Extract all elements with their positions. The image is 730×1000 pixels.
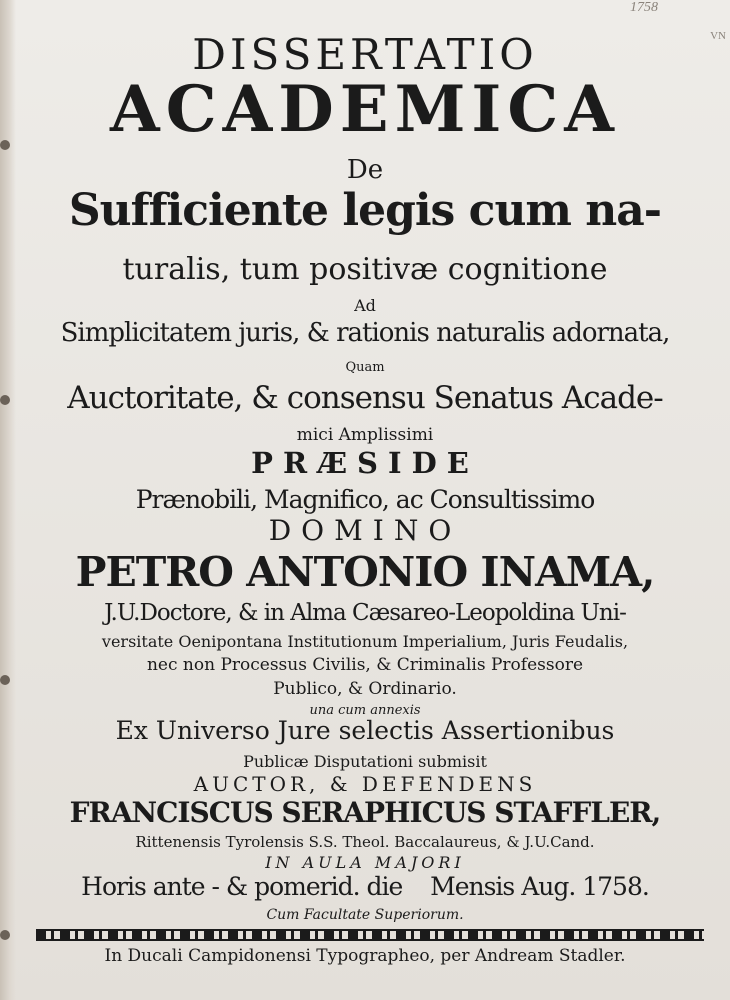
disputation-line: Publicæ Disputationi submisit	[243, 752, 487, 771]
title-dissertatio: DISSERTATIO	[192, 30, 538, 79]
imprint: In Ducali Campidonensi Typographeo, per Andream Stadler.	[104, 946, 626, 966]
in-aula-majori: IN AULA MAJORI	[265, 853, 465, 872]
ornament-band	[36, 929, 704, 941]
praeses-faculty-3: Publico, & Ordinario.	[273, 679, 457, 699]
subject-line-3: Simplicitatem juris, & rationis naturalis adornata,	[60, 318, 670, 348]
line-ad: Ad	[354, 296, 376, 315]
praeses-name: PETRO ANTONIO INAMA,	[75, 548, 655, 596]
praeside: PRÆSIDE	[251, 446, 479, 480]
praeses-faculty-1: versitate Oenipontana Institutionum Imperialium, Juris Feudalis,	[101, 632, 629, 651]
praeses-faculty-2: nec non Processus Civilis, & Criminalis Professore	[146, 655, 584, 675]
cum-facultate: Cum Facultate Superiorum.	[266, 907, 464, 923]
handwritten-note: 1758	[630, 0, 658, 15]
subject-line-1: Sufficiente legis cum na-	[68, 185, 662, 236]
domino: DOMINO	[268, 514, 462, 547]
defendant-name: FRANCISCUS SERAPHICUS STAFFLER,	[69, 796, 661, 829]
date-line: Horis ante - & pomerid. die Mensis Aug. 1758.	[81, 872, 649, 901]
subject-line-2: turalis, tum positivæ cognitione	[122, 252, 608, 287]
auctor-defendens: AUCTOR, & DEFENDENS	[193, 772, 537, 796]
defendant-titles: Rittenensis Tyrolensis S.S. Theol. Baccalaureus, & J.U.Cand.	[135, 833, 595, 851]
printers-ornament-rule	[36, 928, 704, 942]
praeses-degree: J.U.Doctore, & in Alma Cæsareo-Leopoldina Uni-	[104, 600, 626, 626]
authority-line-2: mici Amplissimi	[296, 425, 434, 445]
title-academica: ACADEMICA	[110, 72, 620, 147]
authority-line-1: Auctoritate, & consensu Senatus Acade-	[67, 380, 663, 416]
line-de: De	[346, 155, 384, 185]
una-cum-annexis: una cum annexis	[309, 703, 421, 718]
praeses-titles: Prænobili, Magnifico, ac Consultissimo	[135, 485, 595, 514]
binding-hole	[0, 930, 10, 940]
line-quam: Quam	[345, 360, 385, 375]
assertions-line: Ex Universo Jure selectis Assertionibus	[115, 716, 615, 745]
handwritten-margin-note: VN	[710, 30, 726, 42]
